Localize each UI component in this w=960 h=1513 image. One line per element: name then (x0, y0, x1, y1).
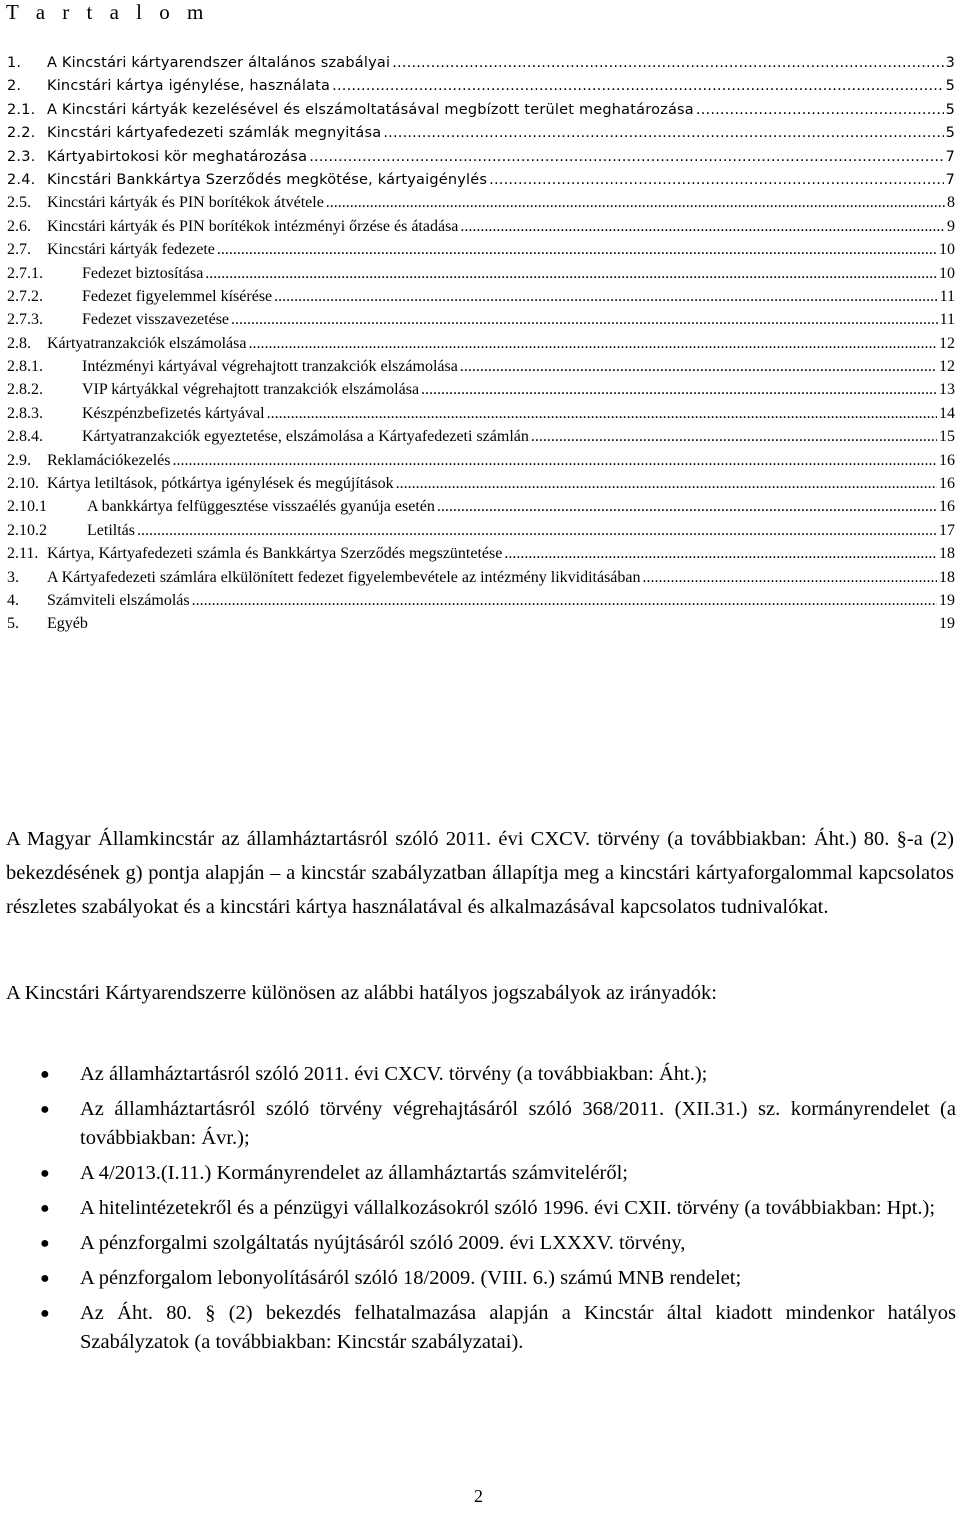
toc-entry[interactable] (7, 310, 955, 333)
toc-leader-dots (460, 357, 937, 377)
toc-entry-title: Kincstári kártya igénylése, használata (47, 78, 331, 95)
toc-entry-number: 2.11. (7, 545, 39, 563)
toc-entry-number: 2.5. (7, 194, 31, 212)
toc-entry-number: 2.10. (7, 475, 39, 493)
toc-leader-dots (267, 404, 937, 424)
toc-title: T a r t a l o m (6, 0, 210, 24)
toc-entry[interactable] (7, 404, 955, 427)
toc-entry[interactable] (7, 568, 955, 591)
toc-entry-number: 2.10.2 (7, 521, 47, 539)
regulations-list (40, 1060, 956, 1363)
toc-entry-number: 2.4. (7, 171, 36, 188)
toc-entry-number: 2.8.3. (7, 404, 43, 422)
toc-entry-title: Kincstári Bankkártya Szerződés megkötése, kártyaigénylés (47, 171, 488, 188)
toc-leader-dots (383, 123, 943, 143)
toc-entry-number: 2.7.1. (7, 264, 43, 282)
toc-entry-number: 2.9. (7, 451, 31, 469)
toc-entry-page: 15 (939, 428, 955, 446)
regulation-text: Az Áht. 80. § (2) bekezdés felhatalmazása alapján a Kincstár által kiadott mindenkor hatályos Szabályzatok (a továbbiakban: Kincstár szabályzatai). (80, 1302, 956, 1353)
toc-leader-dots (531, 427, 937, 447)
toc-entry-title: Kártyatranzakciók elszámolása (47, 334, 247, 352)
toc-entry-number: 2. (7, 78, 22, 95)
toc-leader-dots (437, 497, 937, 517)
toc-entry-number: 2.6. (7, 217, 31, 235)
toc-entry-page: 12 (939, 334, 955, 352)
regulation-text: Az államháztartásról szóló 2011. évi CXCV. törvény (a továbbiakban: Áht.); (80, 1063, 708, 1085)
toc-entry-number: 1. (7, 55, 22, 71)
toc-entry-number: 5. (7, 615, 19, 633)
toc-entry-number: 2.1. (7, 101, 36, 118)
toc-entry-title: Kincstári kártyák fedezete (47, 241, 215, 259)
toc-entry-page: 5 (945, 78, 955, 95)
toc-entry-page: 11 (939, 287, 955, 305)
toc-leader-dots (217, 240, 937, 260)
toc-entry[interactable] (7, 521, 955, 544)
toc-leader-dots (205, 264, 937, 284)
toc-entry-page: 10 (939, 264, 955, 282)
toc-entry-page: 7 (945, 148, 955, 165)
toc-entry-page: 18 (939, 568, 955, 586)
toc-entry[interactable] (7, 193, 955, 216)
regulation-item (40, 1264, 956, 1293)
toc-entry-title: Készpénzbefizetés kártyával (82, 404, 265, 422)
toc-entry[interactable] (7, 170, 955, 193)
toc-entry-title: Kártyabirtokosi kör meghatározása (47, 148, 308, 165)
toc-leader-dots (274, 287, 937, 307)
toc-entry[interactable] (7, 217, 955, 240)
toc-entry-page: 19 (939, 591, 955, 609)
regulation-text: A pénzforgalmi szolgáltatás nyújtásáról szóló 2009. évi LXXXV. törvény, (80, 1232, 686, 1254)
toc-entry[interactable] (7, 334, 955, 357)
regulation-text: Az államháztartásról szóló törvény végrehajtásáról szóló 368/2011. (XII.31.) sz. kormányrendelet (a továbbiakban: Ávr.); (80, 1098, 956, 1149)
toc-entry-title: Kincstári kártyafedezeti számlák megnyitása (47, 125, 382, 142)
toc-entry-page: 11 (939, 311, 955, 329)
toc-entry[interactable] (7, 380, 955, 403)
toc-leader-dots (309, 147, 943, 167)
toc-entry-page: 16 (939, 451, 955, 469)
toc-leader-dots (173, 451, 938, 471)
bullet-icon: ● (40, 1200, 50, 1217)
table-of-contents (7, 53, 955, 638)
toc-entry-number: 4. (7, 591, 19, 609)
toc-entry[interactable] (7, 53, 955, 76)
toc-entry[interactable] (7, 287, 955, 310)
toc-entry-number: 2.7. (7, 241, 31, 259)
bullet-icon: ● (40, 1066, 50, 1083)
toc-entry[interactable] (7, 76, 955, 99)
toc-leader-dots (643, 568, 938, 588)
toc-entry-page: 3 (945, 55, 955, 71)
toc-entry-page: 7 (945, 171, 955, 188)
toc-entry-page: 13 (939, 381, 955, 399)
toc-entry-number: 2.8.1. (7, 358, 43, 376)
bullet-icon: ● (40, 1270, 50, 1287)
toc-entry[interactable] (7, 427, 955, 450)
bullet-icon: ● (40, 1165, 50, 1182)
regulation-item (40, 1194, 956, 1223)
bullet-icon: ● (40, 1101, 50, 1118)
toc-entry-title: VIP kártyákkal végrehajtott tranzakciók elszámolása (82, 381, 420, 399)
toc-entry-title: A Kártyafedezeti számlára elkülönített fedezet figyelembevétele az intézmény likviditásában (47, 568, 641, 586)
toc-entry-page: 19 (939, 615, 955, 633)
toc-leader-dots (696, 100, 944, 120)
toc-entry-page: 9 (947, 217, 955, 235)
toc-entry-page: 10 (939, 241, 955, 259)
page-number: 2 (474, 1486, 483, 1506)
toc-leader-dots (396, 474, 937, 494)
toc-leader-dots (489, 170, 943, 190)
regulation-item (40, 1060, 956, 1089)
toc-leader-dots (421, 380, 937, 400)
toc-entry[interactable] (7, 544, 955, 567)
toc-entry-title: A Kincstári kártyarendszer általános szabályai (47, 55, 391, 71)
toc-entry-title: Letiltás (87, 521, 135, 539)
toc-leader-dots (332, 76, 943, 96)
toc-entry-page: 14 (939, 404, 955, 422)
regulation-item (40, 1229, 956, 1258)
toc-entry-page: 16 (939, 498, 955, 516)
toc-entry-number: 2.10.1 (7, 498, 47, 516)
toc-entry-number: 2.2. (7, 125, 36, 142)
regulation-text: A 4/2013.(I.11.) Kormányrendelet az államháztartás számviteléről; (80, 1162, 628, 1184)
toc-entry-title: Intézményi kártyával végrehajtott tranzakciók elszámolása (82, 358, 458, 376)
regulations-intro: A Kincstári Kártyarendszerre különösen az alábbi hatályos jogszabályok az irányadók: (6, 982, 717, 1004)
toc-leader-dots (460, 217, 945, 237)
toc-entry-number: 2.3. (7, 148, 36, 165)
toc-entry-title: Kártya letiltások, pótkártya igénylések és megújítások (47, 475, 394, 493)
toc-leader-dots (137, 521, 937, 541)
toc-entry[interactable] (7, 474, 955, 497)
toc-entry-title: Kártya, Kártyafedezeti számla és Bankkártya Szerződés megszüntetése (47, 545, 503, 563)
toc-entry-page: 5 (945, 101, 955, 118)
regulation-text: A hitelintézetekről és a pénzügyi vállalkozásokról szóló 1996. évi CXII. törvény (a továbbiakban: Hpt.); (80, 1197, 936, 1219)
toc-leader-dots (392, 53, 943, 73)
toc-leader-dots (504, 544, 937, 564)
toc-entry-title: Számviteli elszámolás (47, 591, 190, 609)
toc-entry-title: Fedezet visszavezetése (82, 311, 230, 329)
intro-paragraph: A Magyar Államkincstár az államháztartásról szóló 2011. évi CXCV. törvény (a továbbiakban: Áht.) 80. §-a (2) bekezdésének g) pontja alapján – a kincstár szabályzatban állapítja meg a kincstári kártyaforgalommal kapcsolatos részletes szabályokat és a kincstári kártya használatával és alkalmazásával kapcsolatos tudnivalókat. (6, 828, 954, 918)
toc-leader-dots (231, 310, 938, 330)
toc-entry-page: 8 (947, 194, 955, 212)
toc-entry[interactable] (7, 100, 955, 123)
toc-entry-page: 5 (945, 125, 955, 142)
toc-entry-title: Reklamációkezelés (47, 451, 171, 469)
toc-leader-dots (192, 591, 937, 611)
toc-entry-number: 2.8.4. (7, 428, 43, 446)
toc-entry[interactable] (7, 614, 955, 637)
toc-entry-title: Fedezet biztosítása (82, 264, 204, 282)
toc-entry-page: 12 (939, 358, 955, 376)
toc-entry[interactable] (7, 497, 955, 520)
toc-entry-page: 16 (939, 475, 955, 493)
bullet-icon: ● (40, 1305, 50, 1322)
toc-entry-number: 3. (7, 568, 19, 586)
toc-entry-title: Fedezet figyelemmel kísérése (82, 287, 273, 305)
toc-leader-dots (326, 193, 945, 213)
toc-entry-number: 2.8. (7, 334, 31, 352)
toc-entry-title: A bankkártya felfüggesztése visszaélés gyanúja esetén (87, 498, 435, 516)
toc-entry[interactable] (7, 264, 955, 287)
toc-entry-number: 2.7.3. (7, 311, 43, 329)
toc-entry[interactable] (7, 123, 955, 146)
toc-entry[interactable] (7, 240, 955, 263)
toc-entry[interactable] (7, 451, 955, 474)
regulation-item (40, 1299, 956, 1357)
toc-entry-title: A Kincstári kártyák kezelésével és elszámoltatásával megbízott terület meghatározása (47, 101, 694, 118)
toc-entry-title: Kártyatranzakciók egyeztetése, elszámolása a Kártyafedezeti számlán (82, 428, 529, 446)
toc-entry-title: Kincstári kártyák és PIN borítékok intézményi őrzése és átadása (47, 217, 459, 235)
toc-leader-dots (248, 334, 937, 354)
toc-entry-number: 2.7.2. (7, 287, 43, 305)
toc-entry[interactable] (7, 591, 955, 614)
toc-entry-title: Egyéb (47, 615, 88, 633)
regulation-text: A pénzforgalom lebonyolításáról szóló 18/2009. (VIII. 6.) számú MNB rendelet; (80, 1267, 742, 1289)
toc-entry[interactable] (7, 357, 955, 380)
toc-entry-title: Kincstári kártyák és PIN borítékok átvétele (47, 194, 324, 212)
toc-entry-number: 2.8.2. (7, 381, 43, 399)
toc-entry-page: 18 (939, 545, 955, 563)
toc-entry-page: 17 (939, 521, 955, 539)
bullet-icon: ● (40, 1235, 50, 1252)
regulation-item (40, 1159, 956, 1188)
toc-entry[interactable] (7, 147, 955, 170)
regulation-item (40, 1095, 956, 1153)
